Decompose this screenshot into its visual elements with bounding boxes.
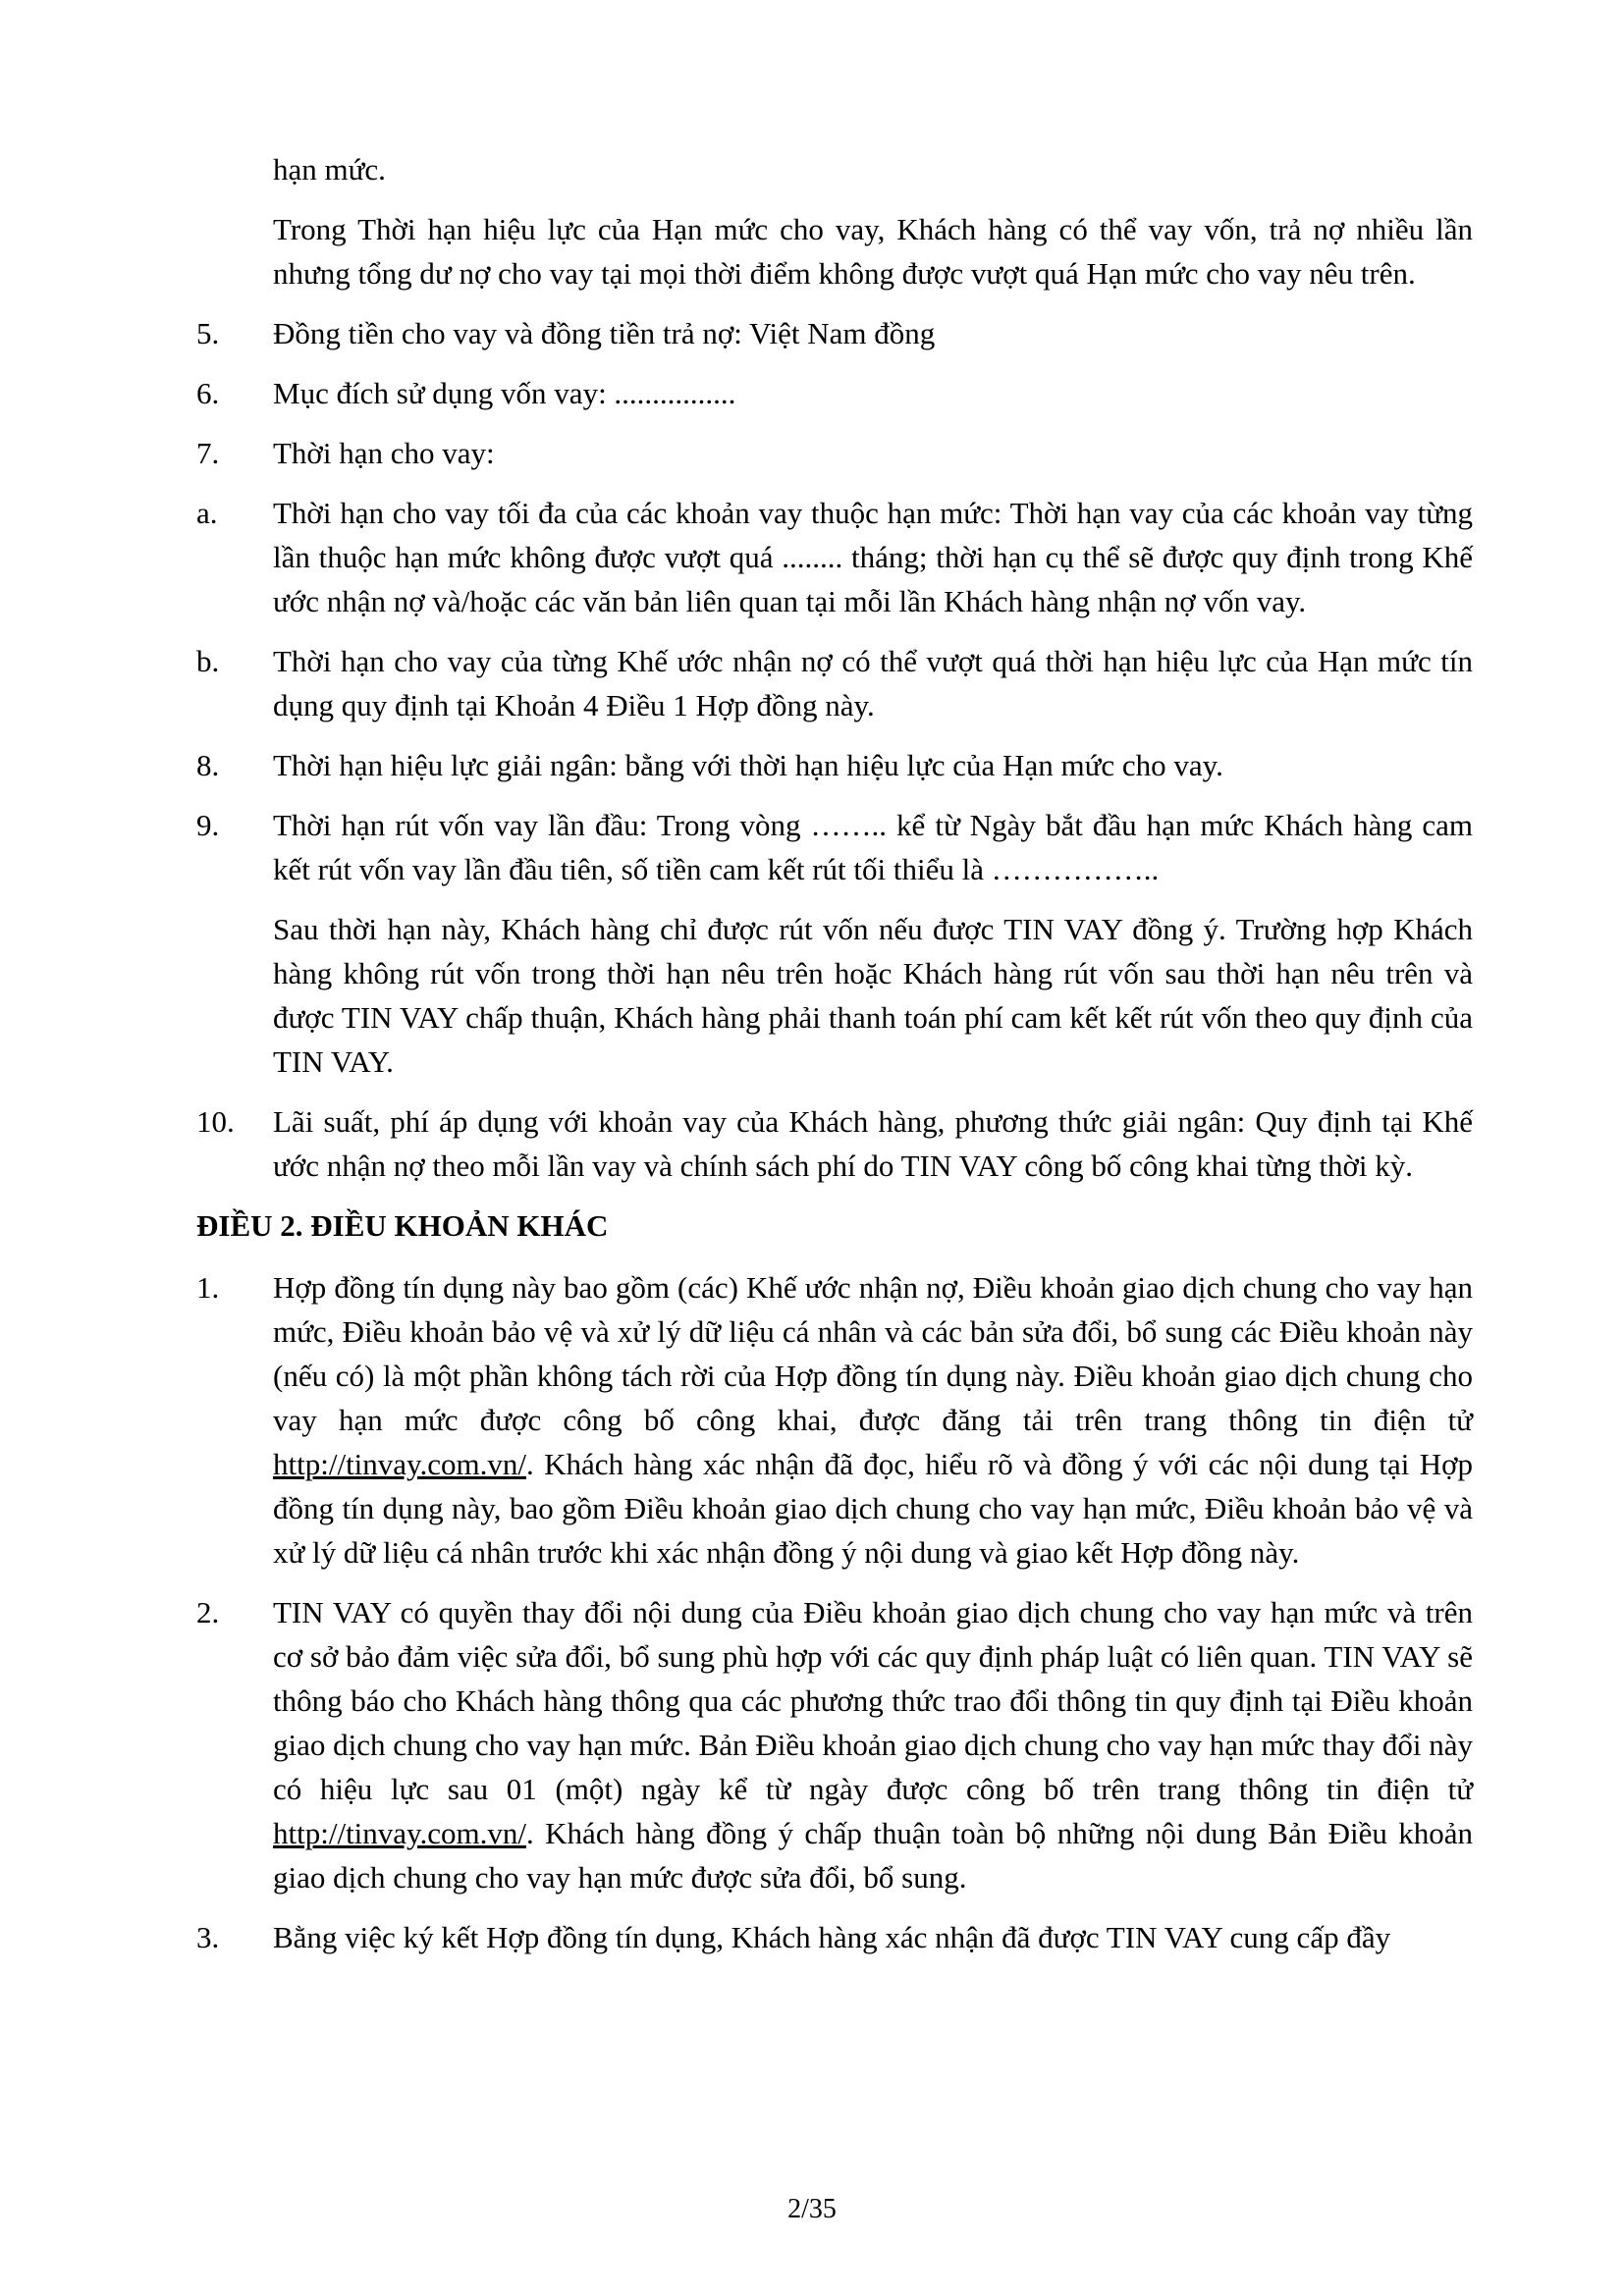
item-text-continued: . Khách hàng xác nhận đã đọc, hiểu rõ và đồng ý với các nội dung tại Hợp đồng tín dụng này, bao gồm Điều khoản giao dịch chung cho vay hạn mức, Điều khoản bảo vệ và xử lý dữ liệu cá nhân trước khi xác nhận đồng ý nội dung và giao kết Hợp đồng này. [273, 1447, 1473, 1570]
item-text: Thời hạn rút vốn vay lần đầu: Trong vòng …….. kể từ Ngày bắt đầu hạn mức Khách hàng cam kết rút vốn vay lần đầu tiên, số tiền cam kết rút tối thiểu là …………….. [273, 808, 1473, 886]
item-number: 2. [196, 1595, 220, 1629]
item-number: 1. [196, 1270, 220, 1305]
item-text: Thời hạn cho vay tối đa của các khoản vay thuộc hạn mức: Thời hạn vay của các khoản vay từng lần thuộc hạn mức không được vượt quá ........ tháng; thời hạn cụ thể sẽ được quy định trong Khế ước nhận nợ và/hoặc các văn bản liên quan tại mỗi lần Khách hàng nhận nợ vốn vay. [273, 496, 1473, 618]
item-number: 6. [196, 376, 220, 410]
item-text: Thời hạn cho vay của từng Khế ước nhận nợ có thể vượt quá thời hạn hiệu lực của Hạn mức tín dụng quy định tại Khoản 4 Điều 1 Hợp đồng này. [273, 644, 1473, 722]
article1-item-6 [196, 371, 1473, 415]
item-text: Thời hạn hiệu lực giải ngân: bằng với thời hạn hiệu lực của Hạn mức cho vay. [273, 748, 1223, 782]
article1-item-9-paragraph: Sau thời hạn này, Khách hàng chỉ được rút vốn nếu được TIN VAY đồng ý. Trường hợp Khách hàng không rút vốn trong thời hạn nêu trên hoặc Khách hàng rút vốn sau thời hạn nêu trên và được TIN VAY chấp thuận, Khách hàng phải thanh toán phí cam kết kết rút vốn theo quy định của TIN VAY. [273, 912, 1473, 1079]
item-text: Lãi suất, phí áp dụng với khoản vay của Khách hàng, phương thức giải ngân: Quy định tại Khế ước nhận nợ theo mỗi lần vay và chính sách phí do TIN VAY công bố công khai từng thời kỳ. [273, 1104, 1473, 1183]
item-text: TIN VAY có quyền thay đổi nội dung của Điều khoản giao dịch chung cho vay hạn mức và trên cơ sở bảo đảm việc sửa đổi, bổ sung phù hợp với các quy định pháp luật có liên quan. TIN VAY sẽ thông báo cho Khách hàng thông qua các phương thức trao đổi thông tin quy định tại Điều khoản giao dịch chung cho vay hạn mức. Bản Điều khoản giao dịch chung cho vay hạn mức thay đổi này có hiệu lực sau 01 (một) ngày kể từ ngày được công bố trên trang thông tin điện tử [273, 1595, 1473, 1806]
article2-heading: ĐIỀU 2. ĐIỀU KHOẢN KHÁC [196, 1208, 609, 1243]
article2-item-3 [196, 1915, 1473, 1959]
article1-item-10 [196, 1099, 1473, 1188]
article2-item-2 [196, 1590, 1473, 1899]
item-number: 9. [196, 808, 220, 842]
item-number: a. [196, 496, 218, 530]
website-link[interactable]: http://tinvay.com.vn/ [273, 1816, 527, 1850]
item-text: Hợp đồng tín dụng này bao gồm (các) Khế ước nhận nợ, Điều khoản giao dịch chung cho vay hạn mức, Điều khoản bảo vệ và xử lý dữ liệu cá nhân và các bản sửa đổi, bổ sung các Điều khoản này (nếu có) là một phần không tách rời của Hợp đồng tín dụng này. Điều khoản giao dịch chung cho vay hạn mức được công bố công khai, được đăng tải trên trang thông tin điện tử [273, 1270, 1473, 1437]
article1-item-9 [196, 803, 1473, 891]
article1-credit-limit-paragraph: Trong Thời hạn hiệu lực của Hạn mức cho vay, Khách hàng có thể vay vốn, trả nợ nhiều lần nhưng tổng dư nợ cho vay tại mọi thời điểm không được vượt quá Hạn mức cho vay nêu trên. [273, 212, 1473, 291]
website-link[interactable]: http://tinvay.com.vn/ [273, 1447, 527, 1481]
page-number: 2/35 [787, 2194, 837, 2224]
item-number: 5. [196, 316, 220, 350]
item-number: 8. [196, 748, 220, 782]
item-number: b. [196, 644, 220, 678]
article1-item-7a [196, 491, 1473, 623]
article1-item-7b [196, 639, 1473, 727]
article1-item-8 [196, 743, 1473, 787]
item-text: Thời hạn cho vay: [273, 436, 495, 470]
item-text: Đồng tiền cho vay và đồng tiền trả nợ: Việt Nam đồng [273, 316, 936, 350]
article1-item-5 [196, 311, 1473, 355]
article2-item-1 [196, 1265, 1473, 1575]
item-number: 10. [196, 1104, 235, 1139]
article1-item-7 [196, 431, 1473, 475]
item-text: Mục đích sử dụng vốn vay: ................ [273, 376, 736, 410]
article1-continuation-line: hạn mức. [273, 152, 386, 187]
item-number: 7. [196, 436, 220, 470]
item-text: Bằng việc ký kết Hợp đồng tín dụng, Khách hàng xác nhận đã được TIN VAY cung cấp đầy [273, 1920, 1391, 1954]
item-number: 3. [196, 1920, 220, 1954]
item-text-continued: . Khách hàng đồng ý chấp thuận toàn bộ những nội dung Bản Điều khoản giao dịch chung cho vay hạn mức được sửa đổi, bổ sung. [273, 1816, 1473, 1895]
document-body [196, 147, 1473, 1975]
